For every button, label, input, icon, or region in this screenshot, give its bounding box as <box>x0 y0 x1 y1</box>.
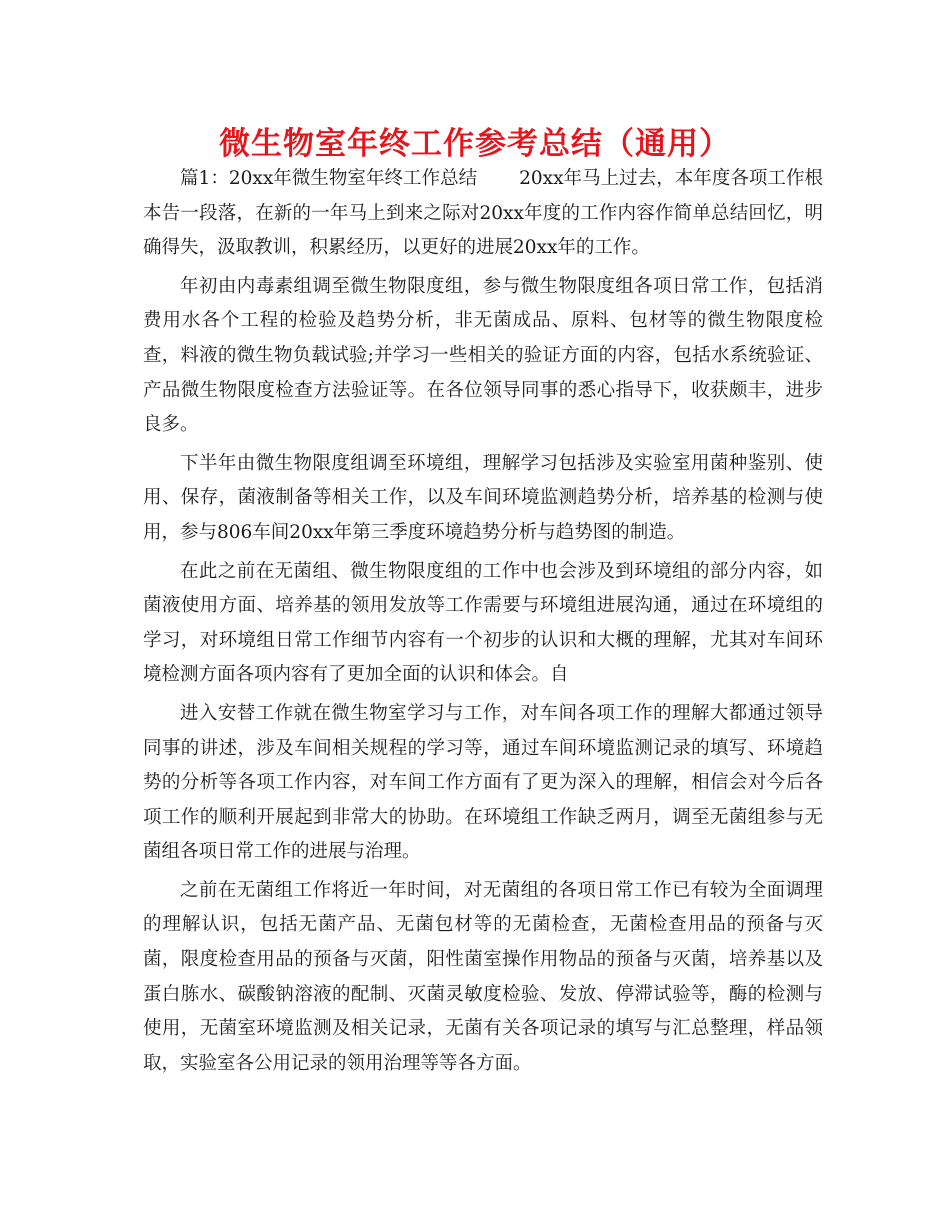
page-title: 微生物室年终工作参考总结（通用） <box>219 126 731 162</box>
intro-text: 20xx年马上过去，本年度各项工作根本告一段落，在新的一年马上到来之际对20xx年度的工作内容作简单总结回忆，明确得失，汲取教训，积累经历，以更好的进展20xx年的工作。 <box>143 168 823 259</box>
document-body <box>143 162 823 1085</box>
intro-paragraph <box>143 162 823 266</box>
paragraph-4: 进入安替工作就在微生物室学习与工作，对车间各项工作的理解大都通过领导同事的讲述，涉及车间相关规程的学习等，通过车间环境监测记录的填写、环境趋势的分析等各项工作内容，对车间工作方面有了更为深入的理解，相信会对今后各项工作的顺利开展起到非常大的协助。在环境组工作缺乏两月，调至无菌组参与无菌组各项日常工作的进展与治理。 <box>143 702 823 863</box>
paragraph-5: 之前在无菌组工作将近一年时间，对无菌组的各项日常工作已有较为全面调理的理解认识，包括无菌产品、无菌包材等的无菌检查，无菌检查用品的预备与灭菌，限度检查用品的预备与灭菌，阳性菌室操作用物品的预备与灭菌，培养基以及蛋白胨水、碳酸钠溶液的配制、灭菌灵敏度检验、发放、停滞试验等，酶的检测与使用，无菌室环境监测及相关记录，无菌有关各项记录的填写与汇总整理，样品领取，实验室各公用记录的领用治理等等各方面。 <box>143 879 823 1074</box>
paragraph-1: 年初由内毒素组调至微生物限度组，参与微生物限度组各项日常工作，包括消费用水各个工程的检验及趋势分析，非无菌成品、原料、包材等的微生物限度检查，料液的微生物负载试验;并学习一些相关的验证方面的内容，包括水系统验证、产品微生物限度检查方法验证等。在各位领导同事的悉心指导下，收获颇丰，进步良多。 <box>143 275 823 436</box>
paragraph-2: 下半年由微生物限度组调至环境组，理解学习包括涉及实验室用菌种鉴别、使用、保存，菌液制备等相关工作，以及车间环境监测趋势分析，培养基的检测与使用，参与806车间20xx年第三季度环境趋势分析与趋势图的制造。 <box>143 452 823 543</box>
intro-heading: 篇1：20xx年微生物室年终工作总结 <box>180 168 478 189</box>
paragraph-3: 在此之前在无菌组、微生物限度组的工作中也会涉及到环境组的部分内容，如菌液使用方面、培养基的领用发放等工作需要与环境组进展沟通，通过在环境组的学习，对环境组日常工作细节内容有一个初步的认识和大概的理解，尤其对车间环境检测方面各项内容有了更加全面的认识和体会。自 <box>143 560 823 686</box>
